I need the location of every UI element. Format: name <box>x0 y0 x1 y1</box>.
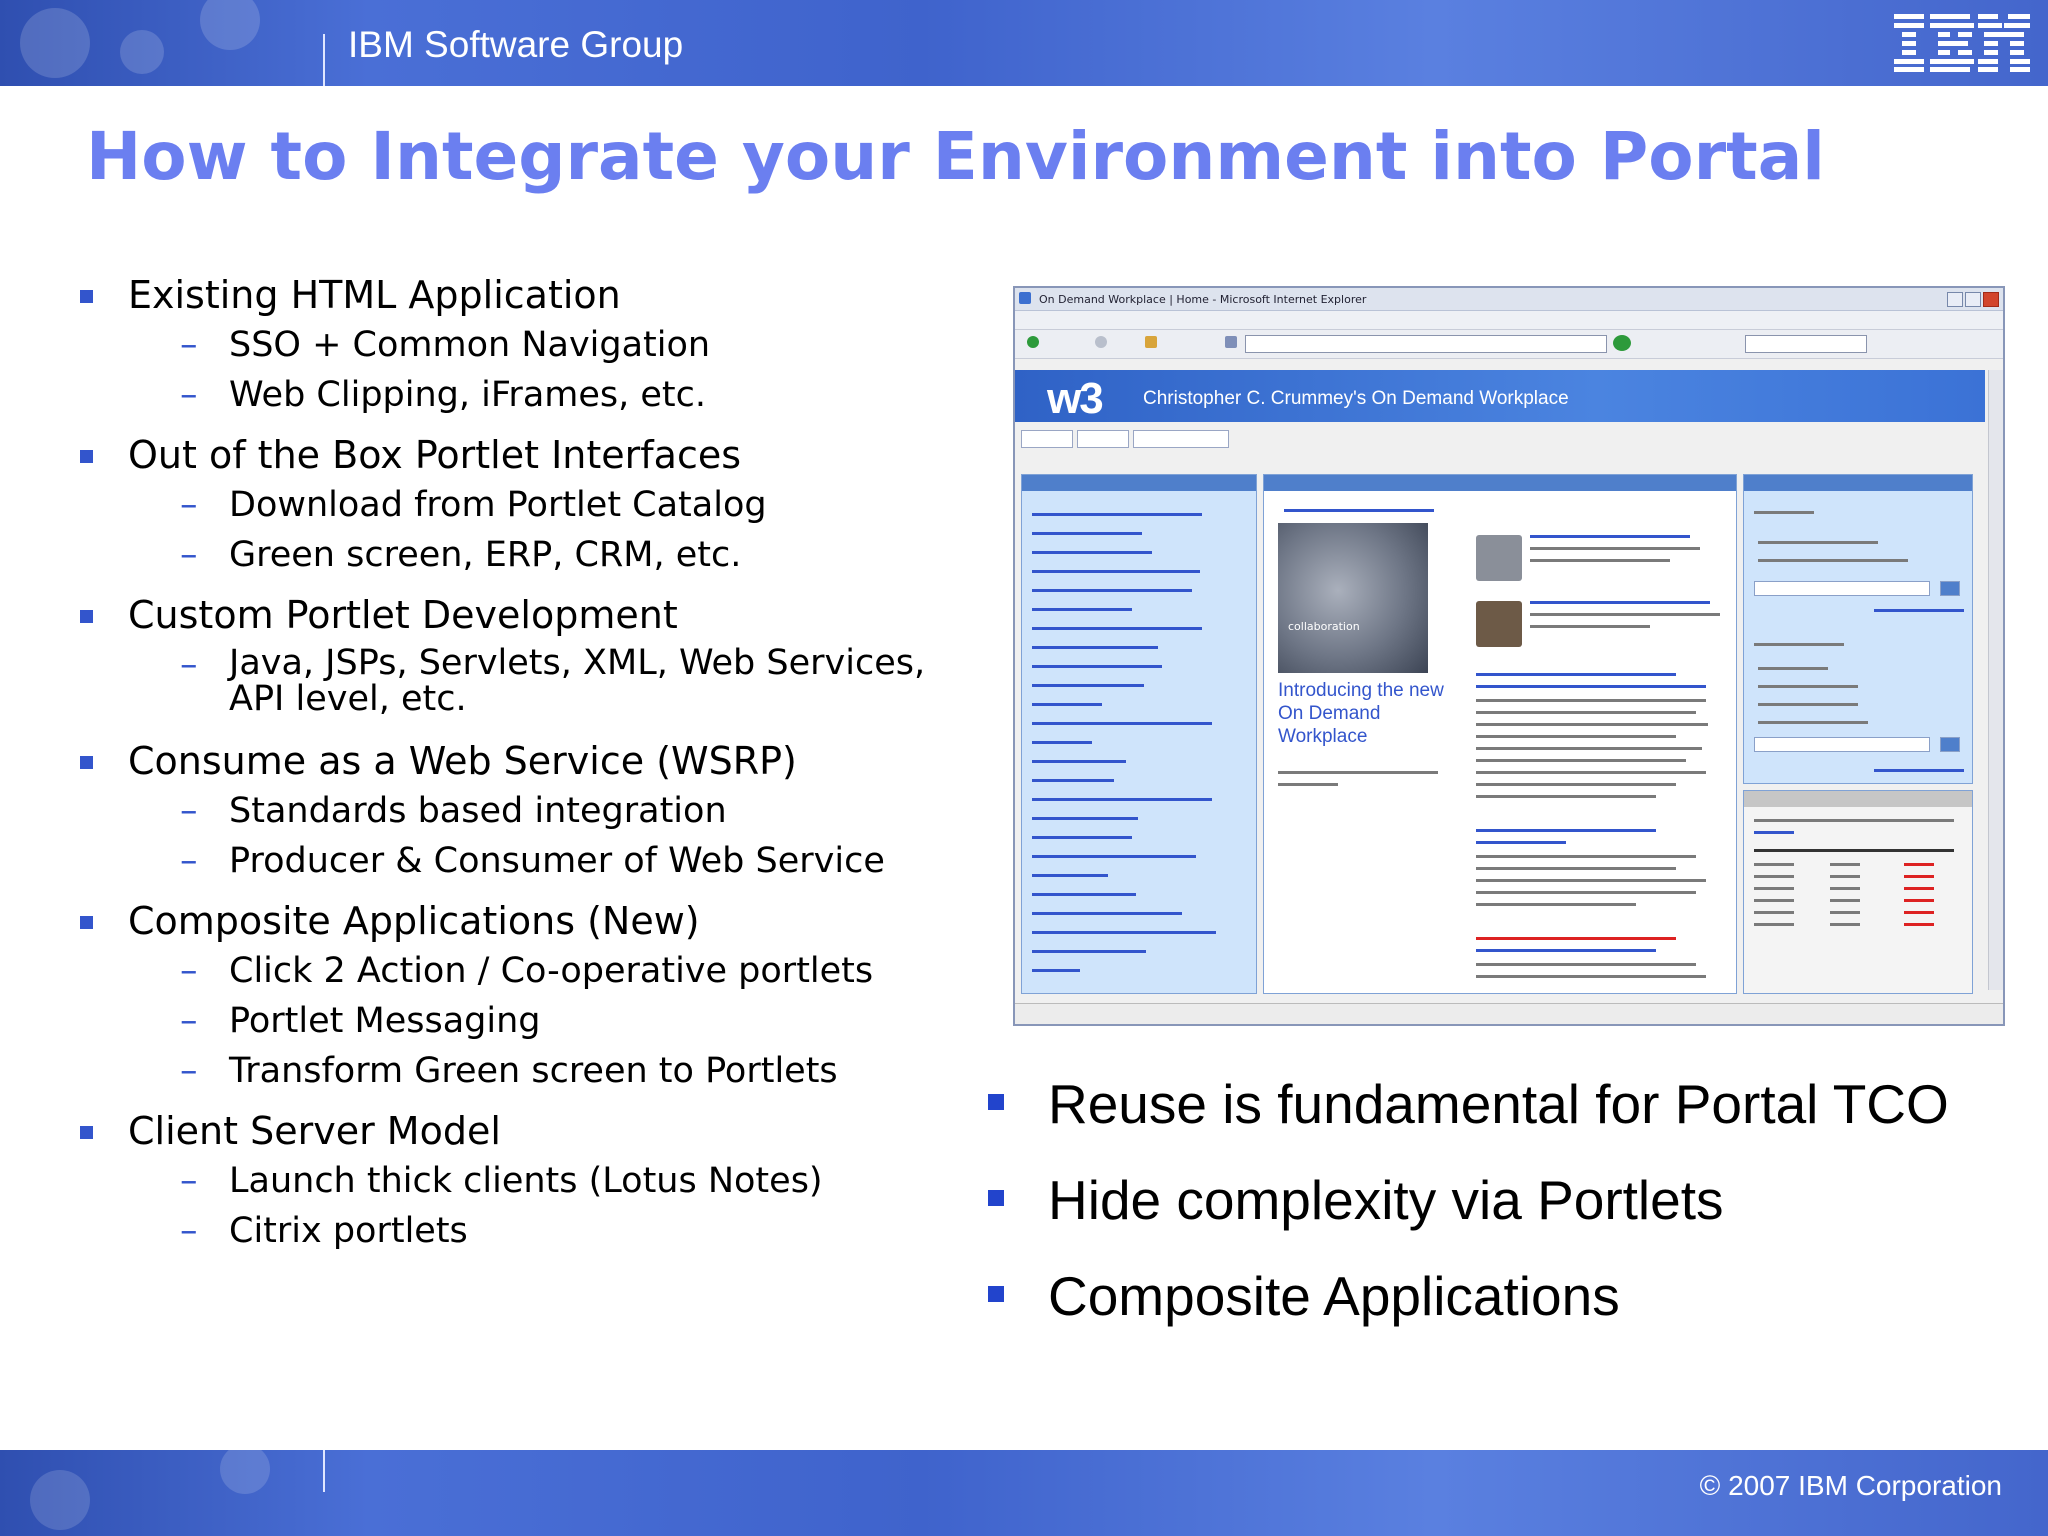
bullet-item: Custom Portlet Development <box>128 593 678 637</box>
news-link <box>1476 673 1676 676</box>
sub-bullet-item: Launch thick clients (Lotus Notes) <box>229 1161 823 1201</box>
bullet-item: Client Server Model <box>128 1109 501 1153</box>
search-box <box>1745 335 1867 353</box>
bullet-item: Out of the Box Portlet Interfaces <box>128 433 742 477</box>
slide-title: How to Integrate your Environment into Portal <box>86 118 1825 195</box>
w3-banner <box>1015 370 1985 422</box>
sub-bullet-item: Citrix portlets <box>229 1211 468 1251</box>
table-cell <box>1830 875 1860 878</box>
sub-bullet-marker: – <box>180 791 198 831</box>
w3-heading: Christopher C. Crummey's On Demand Workplace <box>1143 388 1569 409</box>
footer-separator <box>323 1450 325 1492</box>
portal-tab <box>1133 430 1229 448</box>
sub-bullet-item: SSO + Common Navigation <box>229 325 711 365</box>
sub-bullet-marker: – <box>180 375 198 415</box>
news-text <box>1476 699 1706 702</box>
bullet-marker <box>80 290 93 303</box>
portlet-link <box>1032 684 1144 687</box>
sub-bullet-item: Download from Portlet Catalog <box>229 485 767 525</box>
news-text <box>1476 903 1636 906</box>
sub-bullet-item: Standards based integration <box>229 791 727 831</box>
portlet-text <box>1758 667 1828 670</box>
table-cell <box>1830 863 1860 866</box>
home-icon <box>1145 336 1157 348</box>
portlet-link <box>1874 769 1964 772</box>
portal-tab <box>1077 430 1129 448</box>
portlet-input <box>1754 581 1930 596</box>
news-portlet <box>1263 474 1737 994</box>
news-text <box>1476 723 1708 726</box>
table-cell <box>1904 887 1934 890</box>
copyright: © 2007 IBM Corporation <box>1699 1470 2002 1501</box>
bullet-marker <box>80 450 93 463</box>
key-point: Composite Applications <box>1048 1265 1620 1327</box>
portlet-link <box>1032 798 1212 801</box>
sub-bullet-marker: – <box>180 535 198 575</box>
key-point-marker <box>988 1094 1004 1110</box>
news-thumbnail <box>1476 535 1522 581</box>
header-decoration <box>20 8 90 78</box>
news-text <box>1530 613 1720 616</box>
news-headline: Introducing the new On Demand Workplace <box>1278 680 1444 747</box>
portlet-link <box>1874 609 1964 612</box>
portlet-link <box>1032 855 1196 858</box>
sub-bullet-marker: – <box>180 485 198 525</box>
portlet-link <box>1032 817 1138 820</box>
portlet-link <box>1032 741 1092 744</box>
portlet-link <box>1032 665 1162 668</box>
sub-bullet-item: Click 2 Action / Co-operative portlets <box>229 951 874 991</box>
table-cell <box>1830 911 1860 914</box>
table-cell <box>1904 899 1934 902</box>
news-link <box>1476 937 1676 940</box>
back-icon <box>1027 336 1039 348</box>
news-link <box>1476 829 1656 832</box>
bullet-item: Composite Applications (New) <box>128 899 700 943</box>
portlet-header <box>1744 791 1972 807</box>
header-separator <box>323 34 325 86</box>
bullet-marker <box>80 756 93 769</box>
portlet-text <box>1758 541 1878 544</box>
news-text <box>1530 547 1700 550</box>
news-text <box>1278 771 1438 774</box>
browser-window-title: On Demand Workplace | Home - Microsoft Internet Explorer <box>1039 293 1367 306</box>
portlet-link <box>1032 551 1152 554</box>
news-text <box>1476 891 1696 894</box>
portlet-link <box>1032 627 1202 630</box>
news-text <box>1476 963 1696 966</box>
portlet-link <box>1032 570 1200 573</box>
sub-bullet-marker: – <box>180 1001 198 1041</box>
search-portlet <box>1743 474 1973 784</box>
browser-titlebar <box>1015 288 2003 311</box>
group-name: IBM Software Group <box>348 24 684 65</box>
portlet-text <box>1754 511 1814 514</box>
w3-logo: w3 <box>1047 374 1102 423</box>
table-cell <box>1830 899 1860 902</box>
table-cell <box>1754 899 1794 902</box>
news-text <box>1476 771 1706 774</box>
table-cell <box>1754 911 1794 914</box>
go-icon <box>1613 335 1631 351</box>
portlet-link <box>1032 703 1102 706</box>
browser-toolbar <box>1015 330 2003 359</box>
news-thumbnail <box>1476 601 1522 647</box>
table-cell <box>1904 923 1934 926</box>
sub-bullet-item: Producer & Consumer of Web Service <box>229 841 885 881</box>
sub-bullet-marker: – <box>180 1211 198 1251</box>
portlet-link <box>1032 950 1146 953</box>
footer-decoration <box>30 1470 90 1530</box>
footer-decoration <box>220 1450 270 1494</box>
news-text <box>1476 747 1702 750</box>
portlet-link <box>1032 608 1132 611</box>
market-portlet <box>1743 790 1973 994</box>
sub-bullet-marker: – <box>180 1051 198 1091</box>
portal-screenshot <box>1013 286 2005 1026</box>
photo-caption: collaboration <box>1288 620 1360 633</box>
news-link <box>1476 685 1706 688</box>
news-text <box>1476 975 1706 978</box>
portlet-link <box>1032 646 1158 649</box>
portlet-text <box>1754 819 1954 822</box>
sub-bullet-item: Transform Green screen to Portlets <box>229 1051 838 1091</box>
news-text <box>1278 783 1338 786</box>
key-point: Hide complexity via Portlets <box>1048 1169 1724 1231</box>
portlet-text <box>1758 559 1908 562</box>
portlet-link <box>1032 722 1212 725</box>
news-photo <box>1278 523 1428 673</box>
bullet-marker <box>80 1126 93 1139</box>
page-icon <box>1225 336 1237 348</box>
news-text <box>1476 783 1676 786</box>
table-cell <box>1754 863 1794 866</box>
portlet-link <box>1032 874 1108 877</box>
sub-bullet-item: Portlet Messaging <box>229 1001 541 1041</box>
portlet-link <box>1032 779 1114 782</box>
table-cell <box>1904 875 1934 878</box>
footer-band <box>0 1450 2048 1536</box>
key-point-marker <box>988 1190 1004 1206</box>
news-heading <box>1284 509 1434 512</box>
portlet-header <box>1022 475 1256 491</box>
sub-bullet-item: Green screen, ERP, CRM, etc. <box>229 535 742 575</box>
bullet-item: Existing HTML Application <box>128 273 621 317</box>
portlet-header <box>1264 475 1736 491</box>
table-cell <box>1830 923 1860 926</box>
browser-menubar <box>1015 311 2003 330</box>
portlet-link <box>1032 931 1216 934</box>
sub-bullet-marker: – <box>180 645 198 685</box>
news-text <box>1476 711 1696 714</box>
key-point-marker <box>988 1286 1004 1302</box>
portlet-link <box>1032 532 1142 535</box>
ie-icon <box>1019 292 1031 304</box>
news-text <box>1476 735 1676 738</box>
portlet-link <box>1032 513 1202 516</box>
browser-statusbar <box>1015 1003 2003 1024</box>
sub-bullet-item: Java, JSPs, Servlets, XML, Web Services, API level, etc. <box>229 643 926 719</box>
sub-bullet-marker: – <box>180 951 198 991</box>
portlet-search-button <box>1940 737 1960 752</box>
table-cell <box>1904 863 1934 866</box>
sub-bullet-marker: – <box>180 325 198 365</box>
portlet-text <box>1758 685 1858 688</box>
portlet-link <box>1032 836 1132 839</box>
portlet-text <box>1758 721 1868 724</box>
table-cell <box>1904 911 1934 914</box>
news-text <box>1530 625 1650 628</box>
minimize-icon <box>1947 292 1963 307</box>
portlet-text <box>1758 703 1858 706</box>
portlet-input <box>1754 737 1930 752</box>
links-portlet <box>1021 474 1257 994</box>
header-band <box>0 0 2048 86</box>
news-text <box>1476 795 1656 798</box>
header-decoration <box>120 30 164 74</box>
news-link <box>1530 601 1710 604</box>
table-cell <box>1754 887 1794 890</box>
bullet-marker <box>80 916 93 929</box>
news-link <box>1530 535 1690 538</box>
sub-bullet-item: Web Clipping, iFrames, etc. <box>229 375 707 415</box>
news-text <box>1476 867 1676 870</box>
portlet-link <box>1032 760 1126 763</box>
table-cell <box>1754 875 1794 878</box>
portlet-text <box>1754 643 1844 646</box>
close-icon <box>1983 292 1999 307</box>
ibm-logo <box>1894 14 2030 72</box>
portlet-header <box>1744 475 1972 491</box>
news-link <box>1476 949 1656 952</box>
forward-icon <box>1095 336 1107 348</box>
news-link <box>1476 841 1566 844</box>
table-header <box>1754 849 1954 852</box>
maximize-icon <box>1965 292 1981 307</box>
sub-bullet-marker: – <box>180 1161 198 1201</box>
bullet-item: Consume as a Web Service (WSRP) <box>128 739 797 783</box>
portlet-link <box>1754 831 1794 834</box>
header-decoration <box>200 0 260 50</box>
portlet-link <box>1032 589 1192 592</box>
news-text <box>1476 759 1686 762</box>
sub-bullet-marker: – <box>180 841 198 881</box>
news-text <box>1530 559 1670 562</box>
browser-scrollbar <box>1988 370 2003 990</box>
key-point: Reuse is fundamental for Portal TCO <box>1048 1073 1949 1135</box>
news-text <box>1476 879 1706 882</box>
portlet-link <box>1032 893 1136 896</box>
address-bar <box>1245 335 1607 353</box>
table-cell <box>1754 923 1794 926</box>
portal-tab <box>1021 430 1073 448</box>
bullet-marker <box>80 610 93 623</box>
table-cell <box>1830 887 1860 890</box>
portlet-search-button <box>1940 581 1960 596</box>
portlet-link <box>1032 912 1182 915</box>
portlet-link <box>1032 969 1080 972</box>
news-text <box>1476 855 1696 858</box>
